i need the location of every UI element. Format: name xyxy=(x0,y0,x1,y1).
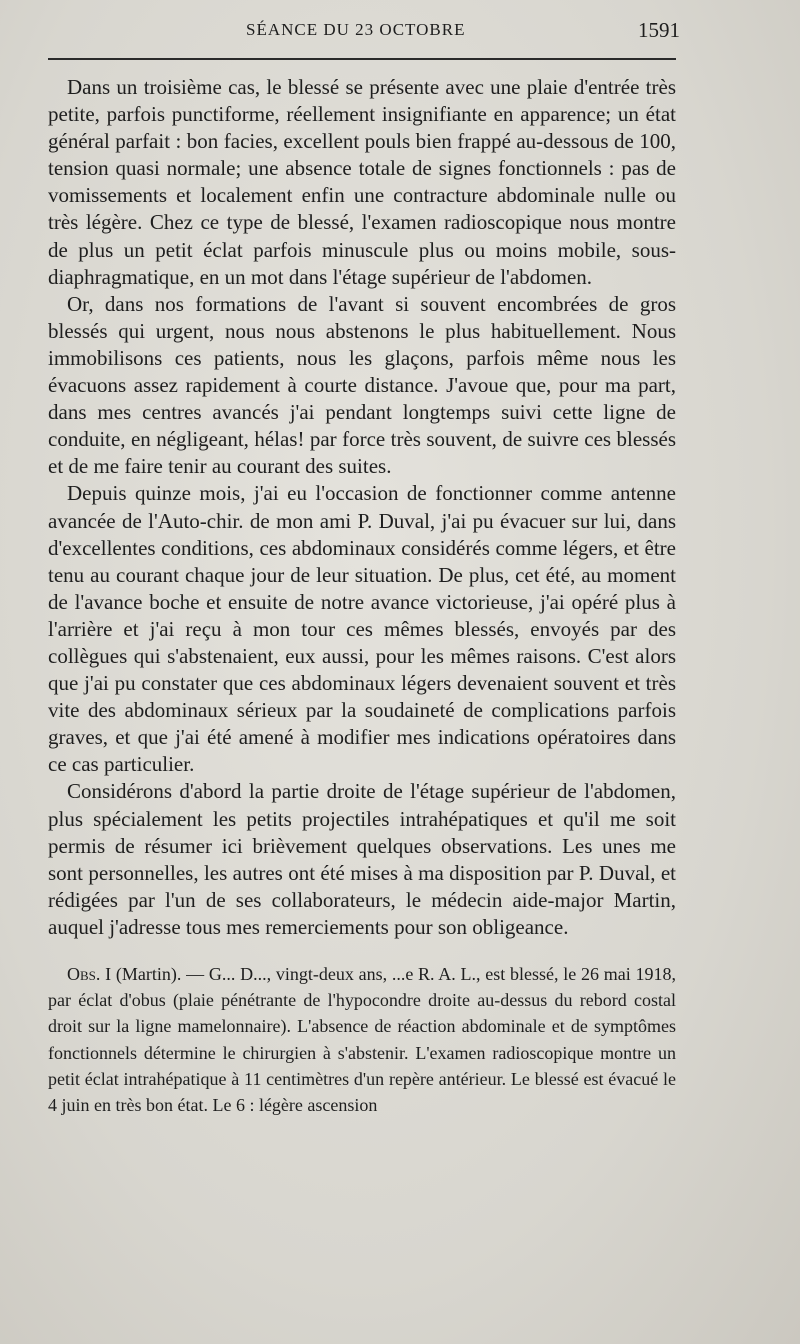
header-title: SÉANCE DU 23 OCTOBRE xyxy=(246,20,466,39)
paragraph: Dans un troisième cas, le blessé se présente avec une plaie d'entrée très petite, parfois punctiforme, réellement insignifiante en apparence; un état général parfait : bon facies, excellent pouls bien frappé au-dessous de 100, tension quasi normale; une absence totale de signes fonctionnels : pas de vomissements et localement enfin une contracture abdominale nulle ou très légère. Chez ce type de blessé, l'examen radioscopique nous montre de plus un petit éclat parfois minuscule plus ou moins mobile, sous-diaphragmatique, en un mot dans l'étage supérieur de l'abdomen. xyxy=(48,75,676,289)
observation-paragraph xyxy=(48,961,676,1118)
page-number: 1591 xyxy=(638,18,680,42)
main-text xyxy=(48,74,676,941)
paragraph: Or, dans nos formations de l'avant si souvent encombrées de gros blessés qui urgent, nous nous abstenons le plus habituellement. Nous immobilisons ces patients, nous les glaçons, parfois même nous les évacuons assez rapidement à courte distance. J'avoue que, pour ma part, dans mes centres avancés j'ai pendant longtemps suivi cette ligne de conduite, en négligeant, hélas! par force très souvent, de suivre ces blessés et de me faire tenir au courant des suites. xyxy=(48,291,676,479)
observation-text: (Martin). — G... D..., vingt-deux ans, ...e R. A. L., est blessé, le 26 mai 1918, par éclat d'obus (plaie pénétrante de l'hypocondre droite au-dessus du rebord costal droit sur la ligne mamelonnaire). L'absence de réaction abdominale et de symptômes fonctionnels détermine le chirurgien à s'abstenir. L'examen radioscopique montre un petit éclat intrahépatique à 11 centimètres d'un repère antérieur. Le blessé est évacué le 4 juin en très bon état. Le 6 : légère ascension xyxy=(48,964,676,1116)
observation-note xyxy=(48,961,676,1118)
running-header xyxy=(48,18,680,48)
observation-label: Obs. I xyxy=(67,964,112,984)
paragraph: Depuis quinze mois, j'ai eu l'occasion de fonctionner comme antenne avancée de l'Auto-chir. de mon ami P. Duval, j'ai pu évacuer sur lui, dans d'excellentes conditions, ces abdominaux considérés comme légers, et être tenu au courant chaque jour de leur situation. De plus, cet été, au moment de l'avance boche et ensuite de notre avance victorieuse, j'ai opéré plus à l'arrière et j'ai reçu à mon tour ces mêmes blessés, envoyés par des collègues qui s'abstenaient, eux aussi, pour les mêmes raisons. C'est alors que j'ai pu constater que ces abdominaux légers devenaient souvent et très vite des abdominaux sérieux par la soudaineté de complications parfois graves, et que j'ai été amené à modifier mes indications opératoires dans ce cas particulier. xyxy=(48,481,676,777)
header-rule xyxy=(48,58,676,60)
paragraph: Considérons d'abord la partie droite de l'étage supérieur de l'abdomen, plus spécialement les petits projectiles intrahépatiques et qu'il me soit permis de résumer ici brièvement quelques observations. Les unes me sont personnelles, les autres ont été mises à ma disposition par P. Duval, et rédigées par l'un de ses collaborateurs, le médecin aide-major Martin, auquel j'adresse tous mes remerciements pour son obligeance. xyxy=(48,779,676,939)
